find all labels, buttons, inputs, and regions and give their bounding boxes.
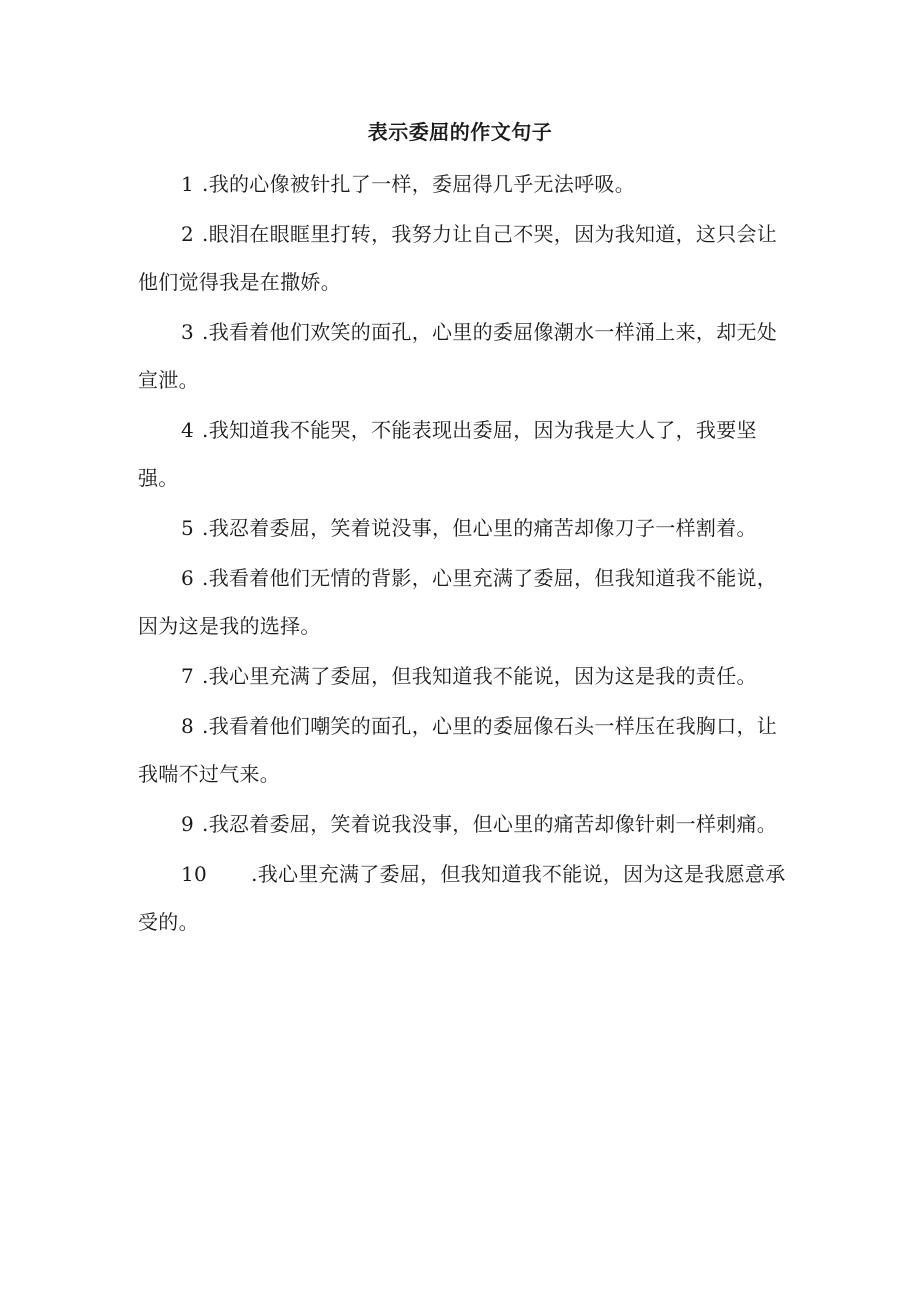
item-text: 我看着他们无情的背影，心里充满了委屈，但我知道我不能说，因为这是我的选择。	[138, 566, 778, 638]
sentence-list	[138, 160, 788, 948]
item-number: 2	[181, 222, 195, 246]
list-item	[138, 702, 788, 798]
item-separator: .	[251, 862, 258, 886]
item-text: 我忍着委屈，笑着说我没事，但心里的痛苦却像针刺一样刺痛。	[208, 812, 778, 836]
item-separator: .	[202, 812, 209, 836]
list-item	[138, 308, 788, 404]
item-text: 我心里充满了委屈，但我知道我不能说，因为这是我的责任。	[208, 664, 757, 688]
item-separator: .	[202, 222, 209, 246]
item-number: 5	[181, 516, 195, 540]
item-number: 4	[181, 418, 195, 442]
list-item	[138, 800, 788, 848]
item-number: 8	[181, 714, 195, 738]
item-number: 7	[181, 664, 195, 688]
item-text: 我知道我不能哭，不能表现出委屈，因为我是大人了，我要坚强。	[138, 418, 757, 490]
item-separator: .	[202, 320, 209, 344]
item-text: 我看着他们欢笑的面孔，心里的委屈像潮水一样涌上来，却无处宣泄。	[138, 320, 778, 392]
item-separator: .	[202, 566, 209, 590]
item-text: 我心里充满了委屈，但我知道我不能说，因为这是我愿意承受的。	[138, 862, 786, 934]
item-separator: .	[202, 516, 209, 540]
list-item	[138, 554, 788, 650]
item-number: 10	[181, 862, 208, 886]
list-item	[138, 406, 788, 502]
item-text: 我的心像被针扎了一样，委屈得几乎无法呼吸。	[208, 172, 636, 196]
item-separator: .	[202, 172, 209, 196]
list-item	[138, 160, 788, 208]
item-number: 3	[181, 320, 195, 344]
item-separator: .	[202, 418, 209, 442]
item-number: 9	[181, 812, 195, 836]
item-number: 6	[181, 566, 195, 590]
item-text: 我忍着委屈，笑着说没事，但心里的痛苦却像刀子一样割着。	[208, 516, 757, 540]
list-item	[138, 850, 788, 946]
item-number: 1	[181, 172, 195, 196]
item-separator: .	[202, 714, 209, 738]
item-text: 眼泪在眼眶里打转，我努力让自己不哭，因为我知道，这只会让他们觉得我是在撒娇。	[138, 222, 778, 294]
item-text: 我看着他们嘲笑的面孔，心里的委屈像石头一样压在我胸口，让我喘不过气来。	[138, 714, 778, 786]
list-item	[138, 210, 788, 306]
list-item	[138, 504, 788, 552]
list-item	[138, 652, 788, 700]
item-separator: .	[202, 664, 209, 688]
document-title: 表示委屈的作文句子	[367, 120, 553, 144]
